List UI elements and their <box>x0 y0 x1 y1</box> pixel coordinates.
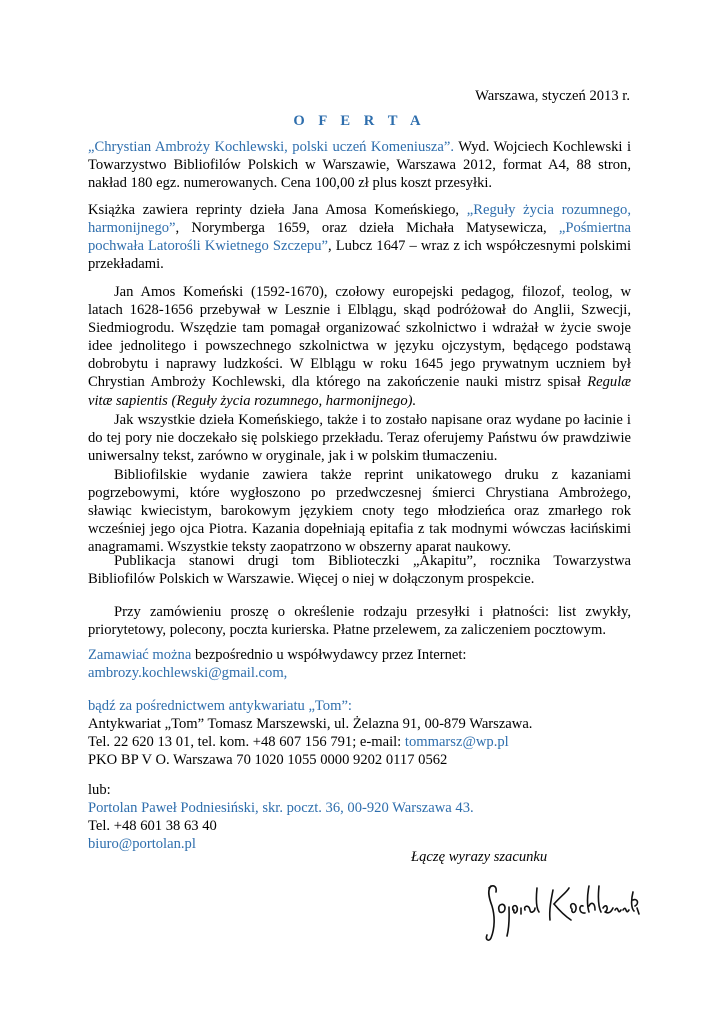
comenius-paragraph: Jan Amos Komeński (1592-1670), czołowy europejski pedagog, filozof, teolog, w latach 1628-1656 przebywał w Lesznie i Elblągu, skąd podróżował do Anglii, Szwecji, Siedmiogrodu. Wszędzie tam pomagał organizować szkolnictwo i wdrażał w życie swoje idee jednolitego i powszechnego szkolnictwa w języku ojczystym, będącego podstawą dobrobytu i naprawy ludzkości. W Elblągu w roku 1645 jego prywatnym uczniem był Chrystian Ambroży Kochlewski, dla którego na zakończenie nauki mistrz spisał Regulæ vitæ sapientis (Reguły życia rozumnego, harmonijnego). <box>88 284 631 409</box>
letter-title: O F E R T A <box>293 113 426 129</box>
portolan-email-link[interactable]: biuro@portolan.pl <box>88 836 196 853</box>
publication-paragraph: Publikacja stanowi drugi tom Biblioteczki „Akapitu”, rocznika Towarzystwa Bibliofilów Polskich w Warszawie. Więcej o niej w dołączonym prospekcie. <box>88 553 631 588</box>
portolan-phone: Tel. +48 601 38 63 40 <box>88 818 217 835</box>
order-lead: Zamawiać można <box>88 647 192 663</box>
antykwariat-phones: Tel. 22 620 13 01, tel. kom. +48 607 156 791; e-mail: <box>88 734 405 751</box>
work-title-regulae: „Reguły życia rozumnego, harmonijnego” <box>88 202 632 237</box>
bank-account: PKO BP V O. Warszawa 70 1020 1055 0000 9202 0117 0562 <box>88 752 448 769</box>
work-title-pochwala: „Pośmiertna pochwała Latorośli Kwietnego Szczepu” <box>88 220 631 255</box>
antykwariat-address: Antykwariat „Tom” Tomasz Marszewski, ul. Żelazna 91, 00-879 Warszawa. <box>88 716 533 733</box>
contents-paragraph: Książka zawiera reprinty dzieła Jana Amosa Komeńskiego, „Reguły życia rozumnego, harmonijnego”, Norymberga 1659, oraz dzieła Michała Matysewicza, „Pośmiertna pochwała Latorośli Kwietnego Szczepu”, Lubcz 1647 – wraz z ich współczesnymi polskimi przekładami. <box>88 202 632 273</box>
order-instructions: Przy zamówieniu proszę o określenie rodzaju przesyłki i płatności: list zwykły, priorytetowy, polecony, poczta kurierska. Płatne przelewem, za zaliczeniem pocztowym. <box>88 604 631 639</box>
lub-label: lub: <box>88 782 111 798</box>
handwritten-signature <box>483 880 643 950</box>
portolan-block <box>88 781 631 853</box>
antykwariat-lead: bądź za pośrednictwem antykwariatu „Tom”: <box>88 698 352 714</box>
letter-date: Warszawa, styczeń 2013 r. <box>475 88 630 104</box>
book-title: „Chrystian Ambroży Kochlewski, polski uczeń Komeniusza”. <box>88 139 455 155</box>
antykwariat-email-link[interactable]: tommarsz@wp.pl <box>404 734 509 751</box>
regulae-italic: Regulæ vitæ sapientis (Reguły życia rozumnego, harmonijnego). <box>88 374 631 409</box>
portolan-address: Portolan Paweł Podniesiński, skr. poczt. 36, 00-920 Warszawa 43. <box>88 800 474 817</box>
edition-paragraph: Bibliofilskie wydanie zawiera także reprint unikatowego druku z kazaniami pogrzebowymi, które wygłoszono po przedwczesnej śmierci Chrystiana Ambrożego, sławiąc kwiecistym, barokowym językiem cnoty tego młodzieńca oraz zmarłego rok wcześniej jego ojca Piotra. Kazania dopełniają epitafia z tak modnymi wówczas łacińskimi anagramami. Wszystkie teksty zaopatrzono w obszerny aparat naukowy. <box>88 467 631 556</box>
order-email-link[interactable]: ambrozy.kochlewski@gmail.com, <box>88 665 288 682</box>
book-details: Wyd. Wojciech Kochlewski i Towarzystwo Bibliofilów Polskich w Warszawie, Warszawa 2012, format A4, 88 stron, nakład 180 egz. numerowanych. Cena 100,00 zł plus koszt przesyłki. <box>88 139 631 192</box>
order-direct: Zamawiać można bezpośrednio u współwydawcy przez Internet: ambrozy.kochlewski@gmail.com, <box>88 646 631 682</box>
translation-paragraph: Jak wszystkie dzieła Komeńskiego, także i to zostało napisane oraz wydane po łacinie i do tej pory nie doczekało się polskiego przekładu. Teraz oferujemy Państwu ów prawdziwie uniwersalny tekst, zarówno w oryginale, jak i w polskim tłumaczeniu. <box>88 412 631 465</box>
closing-phrase: Łączę wyrazy szacunku <box>411 849 548 865</box>
book-description <box>88 138 631 192</box>
antykwariat-block <box>88 697 631 769</box>
